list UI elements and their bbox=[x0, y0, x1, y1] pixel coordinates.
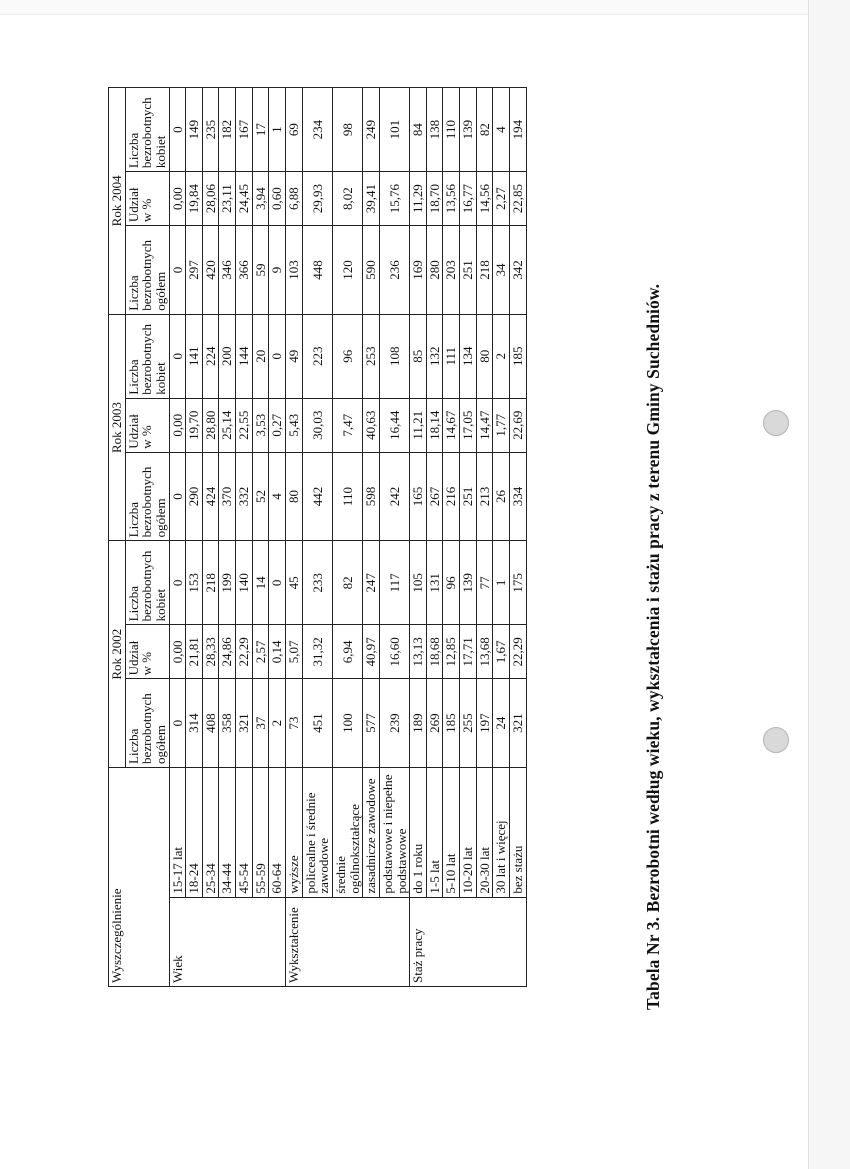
row-label: 5-10 lat bbox=[443, 767, 460, 897]
row-label: 55-59 bbox=[252, 767, 269, 897]
data-cell: 1,77 bbox=[493, 398, 510, 452]
data-cell: 235 bbox=[202, 88, 219, 172]
data-cell: 297 bbox=[186, 226, 203, 315]
scan-right-edge bbox=[808, 0, 850, 1169]
data-cell: 21,81 bbox=[186, 625, 203, 679]
data-cell: 37 bbox=[252, 679, 269, 768]
corner-header: Wyszczególnienie bbox=[109, 767, 170, 986]
data-cell: 28,33 bbox=[202, 625, 219, 679]
data-cell: 131 bbox=[426, 541, 443, 625]
table-body bbox=[169, 88, 526, 987]
table-row bbox=[426, 88, 443, 987]
data-cell: 0 bbox=[169, 88, 186, 172]
data-cell: 199 bbox=[219, 541, 236, 625]
data-cell: 16,77 bbox=[460, 172, 477, 226]
row-label: 20-30 lat bbox=[476, 767, 493, 897]
table-row bbox=[186, 88, 203, 987]
data-cell: 85 bbox=[410, 314, 427, 398]
table-row bbox=[302, 88, 332, 987]
data-cell: 98 bbox=[332, 88, 362, 172]
data-cell: 80 bbox=[286, 452, 303, 541]
data-cell: 101 bbox=[379, 88, 409, 172]
header-row-years bbox=[109, 88, 126, 987]
data-cell: 0 bbox=[169, 226, 186, 315]
row-label: 18-24 bbox=[186, 767, 203, 897]
row-label: 10-20 lat bbox=[460, 767, 477, 897]
data-cell: 9 bbox=[269, 226, 286, 315]
data-cell: 218 bbox=[202, 541, 219, 625]
data-cell: 420 bbox=[202, 226, 219, 315]
data-cell: 14,47 bbox=[476, 398, 493, 452]
data-cell: 52 bbox=[252, 452, 269, 541]
table-row bbox=[219, 88, 236, 987]
data-cell: 0,14 bbox=[269, 625, 286, 679]
data-cell: 1,67 bbox=[493, 625, 510, 679]
data-cell: 239 bbox=[379, 679, 409, 768]
data-cell: 358 bbox=[219, 679, 236, 768]
row-label: średnie ogólnokształcące bbox=[332, 767, 362, 897]
data-cell: 4 bbox=[269, 452, 286, 541]
data-cell: 224 bbox=[202, 314, 219, 398]
data-cell: 3,94 bbox=[252, 172, 269, 226]
data-cell: 2 bbox=[493, 314, 510, 398]
data-cell: 23,11 bbox=[219, 172, 236, 226]
table-row bbox=[476, 88, 493, 987]
data-cell: 16,60 bbox=[379, 625, 409, 679]
data-cell: 321 bbox=[236, 679, 253, 768]
data-cell: 19,70 bbox=[186, 398, 203, 452]
data-cell: 73 bbox=[286, 679, 303, 768]
data-cell: 2 bbox=[269, 679, 286, 768]
data-cell: 0 bbox=[169, 541, 186, 625]
data-cell: 141 bbox=[186, 314, 203, 398]
row-group-label: Wiek bbox=[169, 897, 285, 986]
data-cell: 28,80 bbox=[202, 398, 219, 452]
table-row bbox=[493, 88, 510, 987]
data-cell: 346 bbox=[219, 226, 236, 315]
table-row bbox=[236, 88, 253, 987]
data-cell: 4 bbox=[493, 88, 510, 172]
sub-header: Liczba bezrobotnych kobiet bbox=[125, 314, 169, 398]
data-cell: 117 bbox=[379, 541, 409, 625]
data-cell: 0 bbox=[169, 679, 186, 768]
data-cell: 6,88 bbox=[286, 172, 303, 226]
sub-header: Udział w % bbox=[125, 172, 169, 226]
data-cell: 40,97 bbox=[363, 625, 380, 679]
data-cell: 321 bbox=[510, 679, 527, 768]
data-cell: 218 bbox=[476, 226, 493, 315]
data-cell: 22,29 bbox=[510, 625, 527, 679]
data-cell: 18,70 bbox=[426, 172, 443, 226]
row-label: 1-5 lat bbox=[426, 767, 443, 897]
year-header-2004: Rok 2004 bbox=[109, 88, 126, 315]
row-label: bez stażu bbox=[510, 767, 527, 897]
data-cell: 11,29 bbox=[410, 172, 427, 226]
data-cell: 82 bbox=[476, 88, 493, 172]
row-label: 34-44 bbox=[219, 767, 236, 897]
data-cell: 2,57 bbox=[252, 625, 269, 679]
sub-header: Liczba bezrobotnych ogółem bbox=[125, 226, 169, 315]
data-cell: 185 bbox=[443, 679, 460, 768]
data-cell: 255 bbox=[460, 679, 477, 768]
table-header bbox=[109, 88, 170, 987]
data-cell: 200 bbox=[219, 314, 236, 398]
data-cell: 598 bbox=[363, 452, 380, 541]
data-cell: 185 bbox=[510, 314, 527, 398]
row-label: zasadnicze zawodowe bbox=[363, 767, 380, 897]
data-cell: 96 bbox=[443, 541, 460, 625]
data-cell: 0 bbox=[169, 452, 186, 541]
sub-header: Udział w % bbox=[125, 625, 169, 679]
data-cell: 249 bbox=[363, 88, 380, 172]
table-row bbox=[252, 88, 269, 987]
data-cell: 3,53 bbox=[252, 398, 269, 452]
data-cell: 13,68 bbox=[476, 625, 493, 679]
data-cell: 7,47 bbox=[332, 398, 362, 452]
row-label: 60-64 bbox=[269, 767, 286, 897]
row-label: policealne i średnie zawodowe bbox=[302, 767, 332, 897]
data-cell: 13,56 bbox=[443, 172, 460, 226]
data-cell: 20 bbox=[252, 314, 269, 398]
row-label: 15-17 lat bbox=[169, 767, 186, 897]
data-cell: 236 bbox=[379, 226, 409, 315]
table-row bbox=[363, 88, 380, 987]
data-cell: 28,06 bbox=[202, 172, 219, 226]
table-row bbox=[510, 88, 527, 987]
table-row bbox=[286, 88, 303, 987]
table-row bbox=[269, 88, 286, 987]
row-label: 45-54 bbox=[236, 767, 253, 897]
data-cell: 108 bbox=[379, 314, 409, 398]
data-cell: 24 bbox=[493, 679, 510, 768]
sub-header: Liczba bezrobotnych kobiet bbox=[125, 88, 169, 172]
data-cell: 253 bbox=[363, 314, 380, 398]
data-cell: 149 bbox=[186, 88, 203, 172]
data-cell: 84 bbox=[410, 88, 427, 172]
data-cell: 0,00 bbox=[169, 625, 186, 679]
data-cell: 5,43 bbox=[286, 398, 303, 452]
sub-header: Liczba bezrobotnych ogółem bbox=[125, 679, 169, 768]
data-cell: 251 bbox=[460, 226, 477, 315]
data-cell: 139 bbox=[460, 88, 477, 172]
data-cell: 370 bbox=[219, 452, 236, 541]
data-cell: 175 bbox=[510, 541, 527, 625]
punch-hole-lower bbox=[763, 727, 789, 753]
data-cell: 16,44 bbox=[379, 398, 409, 452]
data-cell: 31,32 bbox=[302, 625, 332, 679]
data-cell: 0,00 bbox=[169, 398, 186, 452]
table-row bbox=[460, 88, 477, 987]
data-cell: 12,85 bbox=[443, 625, 460, 679]
data-cell: 577 bbox=[363, 679, 380, 768]
table-row bbox=[169, 88, 186, 987]
scan-top-edge bbox=[0, 0, 850, 15]
data-cell: 280 bbox=[426, 226, 443, 315]
data-cell: 22,85 bbox=[510, 172, 527, 226]
data-cell: 234 bbox=[302, 88, 332, 172]
sub-header: Liczba bezrobotnych kobiet bbox=[125, 541, 169, 625]
data-cell: 233 bbox=[302, 541, 332, 625]
data-cell: 22,69 bbox=[510, 398, 527, 452]
data-cell: 25,14 bbox=[219, 398, 236, 452]
data-cell: 314 bbox=[186, 679, 203, 768]
data-cell: 34 bbox=[493, 226, 510, 315]
data-cell: 334 bbox=[510, 452, 527, 541]
data-cell: 103 bbox=[286, 226, 303, 315]
row-group-label: Wykształcenie bbox=[286, 897, 410, 986]
table-caption: Tabela Nr 3. Bezrobotni według wieku, wykształcenia i stażu pracy z terenu Gminy Suchedniów. bbox=[643, 283, 663, 1010]
data-cell: 110 bbox=[443, 88, 460, 172]
data-cell: 216 bbox=[443, 452, 460, 541]
data-cell: 132 bbox=[426, 314, 443, 398]
data-cell: 19,84 bbox=[186, 172, 203, 226]
data-cell: 18,14 bbox=[426, 398, 443, 452]
data-cell: 167 bbox=[236, 88, 253, 172]
data-cell: 182 bbox=[219, 88, 236, 172]
data-cell: 0 bbox=[169, 314, 186, 398]
data-cell: 424 bbox=[202, 452, 219, 541]
data-cell: 80 bbox=[476, 314, 493, 398]
data-cell: 8,02 bbox=[332, 172, 362, 226]
data-cell: 134 bbox=[460, 314, 477, 398]
data-cell: 138 bbox=[426, 88, 443, 172]
data-cell: 140 bbox=[236, 541, 253, 625]
data-cell: 39,41 bbox=[363, 172, 380, 226]
data-cell: 105 bbox=[410, 541, 427, 625]
data-cell: 251 bbox=[460, 452, 477, 541]
data-cell: 14,56 bbox=[476, 172, 493, 226]
data-cell: 29,93 bbox=[302, 172, 332, 226]
unemployment-table bbox=[108, 87, 527, 987]
data-cell: 139 bbox=[460, 541, 477, 625]
data-cell: 22,55 bbox=[236, 398, 253, 452]
data-cell: 24,86 bbox=[219, 625, 236, 679]
data-cell: 290 bbox=[186, 452, 203, 541]
data-cell: 26 bbox=[493, 452, 510, 541]
row-label: 30 lat i więcej bbox=[493, 767, 510, 897]
data-cell: 189 bbox=[410, 679, 427, 768]
year-header-2002: Rok 2002 bbox=[109, 541, 126, 768]
data-cell: 223 bbox=[302, 314, 332, 398]
data-cell: 194 bbox=[510, 88, 527, 172]
table-row bbox=[443, 88, 460, 987]
data-cell: 45 bbox=[286, 541, 303, 625]
row-label: wyższe bbox=[286, 767, 303, 897]
data-cell: 13,13 bbox=[410, 625, 427, 679]
punch-hole-upper bbox=[763, 410, 789, 436]
data-cell: 442 bbox=[302, 452, 332, 541]
rotated-table-wrapper bbox=[108, 87, 713, 987]
sub-header: Udział w % bbox=[125, 398, 169, 452]
data-cell: 17,71 bbox=[460, 625, 477, 679]
data-cell: 0,27 bbox=[269, 398, 286, 452]
data-cell: 69 bbox=[286, 88, 303, 172]
row-label: 25-34 bbox=[202, 767, 219, 897]
data-cell: 165 bbox=[410, 452, 427, 541]
data-cell: 590 bbox=[363, 226, 380, 315]
year-header-2003: Rok 2003 bbox=[109, 314, 126, 541]
data-cell: 242 bbox=[379, 452, 409, 541]
table-row bbox=[202, 88, 219, 987]
table-row bbox=[410, 88, 427, 987]
data-cell: 18,68 bbox=[426, 625, 443, 679]
data-cell: 144 bbox=[236, 314, 253, 398]
data-cell: 0 bbox=[269, 314, 286, 398]
data-cell: 77 bbox=[476, 541, 493, 625]
data-cell: 59 bbox=[252, 226, 269, 315]
data-cell: 30,03 bbox=[302, 398, 332, 452]
data-cell: 1 bbox=[269, 88, 286, 172]
data-cell: 169 bbox=[410, 226, 427, 315]
data-cell: 49 bbox=[286, 314, 303, 398]
data-cell: 40,63 bbox=[363, 398, 380, 452]
data-cell: 153 bbox=[186, 541, 203, 625]
table-row bbox=[379, 88, 409, 987]
data-cell: 15,76 bbox=[379, 172, 409, 226]
data-cell: 269 bbox=[426, 679, 443, 768]
data-cell: 448 bbox=[302, 226, 332, 315]
data-cell: 120 bbox=[332, 226, 362, 315]
data-cell: 332 bbox=[236, 452, 253, 541]
row-group-label: Staż pracy bbox=[410, 897, 526, 986]
data-cell: 6,94 bbox=[332, 625, 362, 679]
data-cell: 100 bbox=[332, 679, 362, 768]
data-cell: 342 bbox=[510, 226, 527, 315]
row-label: do 1 roku bbox=[410, 767, 427, 897]
data-cell: 247 bbox=[363, 541, 380, 625]
data-cell: 213 bbox=[476, 452, 493, 541]
row-label: podstawowe i niepełne podstawowe bbox=[379, 767, 409, 897]
data-cell: 0 bbox=[269, 541, 286, 625]
data-cell: 82 bbox=[332, 541, 362, 625]
data-cell: 14,67 bbox=[443, 398, 460, 452]
data-cell: 22,29 bbox=[236, 625, 253, 679]
data-cell: 1 bbox=[493, 541, 510, 625]
data-cell: 0,60 bbox=[269, 172, 286, 226]
data-cell: 96 bbox=[332, 314, 362, 398]
data-cell: 110 bbox=[332, 452, 362, 541]
sub-header: Liczba bezrobotnych ogółem bbox=[125, 452, 169, 541]
data-cell: 5,07 bbox=[286, 625, 303, 679]
data-cell: 2,27 bbox=[493, 172, 510, 226]
data-cell: 24,45 bbox=[236, 172, 253, 226]
data-cell: 408 bbox=[202, 679, 219, 768]
data-cell: 203 bbox=[443, 226, 460, 315]
data-cell: 11,21 bbox=[410, 398, 427, 452]
table-row bbox=[332, 88, 362, 987]
data-cell: 14 bbox=[252, 541, 269, 625]
data-cell: 366 bbox=[236, 226, 253, 315]
data-cell: 0,00 bbox=[169, 172, 186, 226]
data-cell: 267 bbox=[426, 452, 443, 541]
data-cell: 17,05 bbox=[460, 398, 477, 452]
data-cell: 451 bbox=[302, 679, 332, 768]
data-cell: 111 bbox=[443, 314, 460, 398]
data-cell: 17 bbox=[252, 88, 269, 172]
data-cell: 197 bbox=[476, 679, 493, 768]
